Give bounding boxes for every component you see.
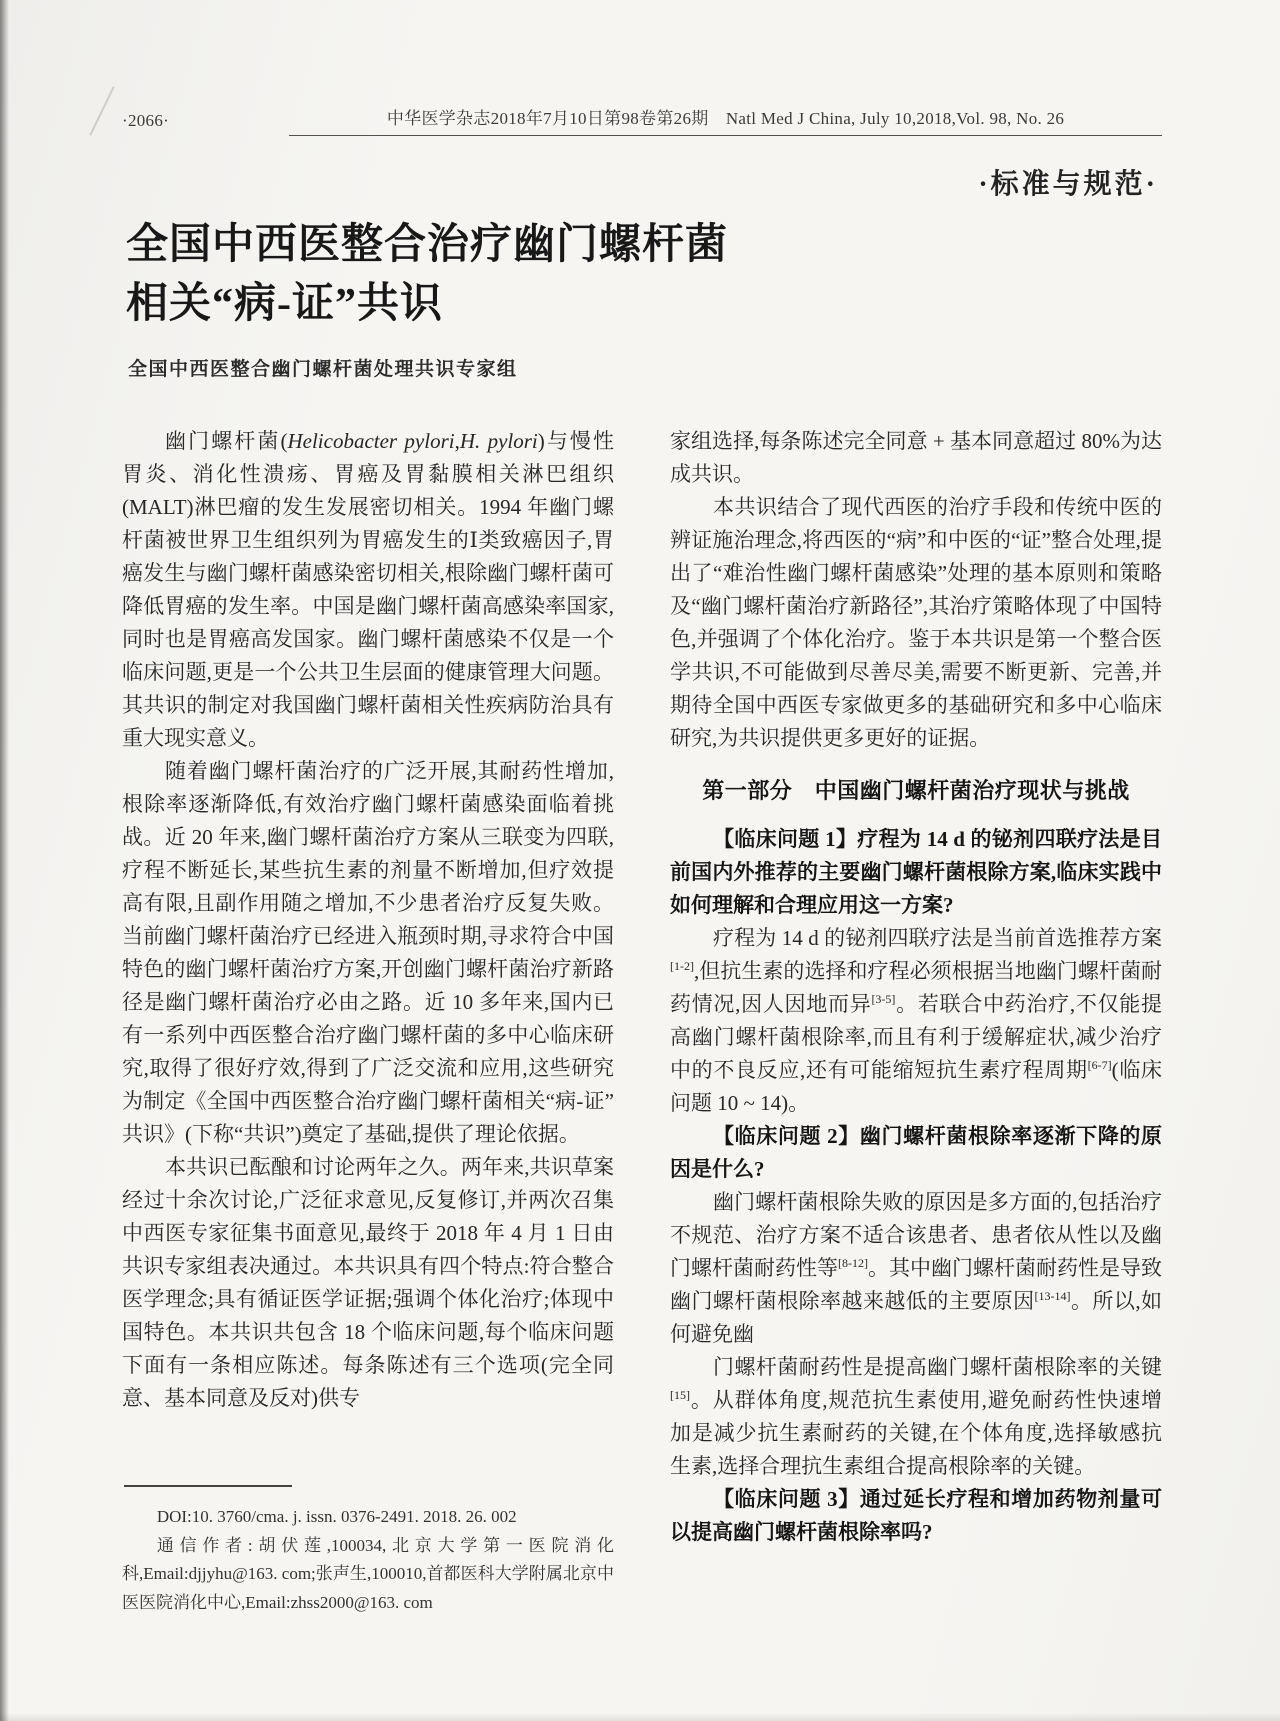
two-column-body: [122, 425, 1162, 1677]
doi-line: DOI:10. 3760/cma. j. issn. 0376-2491. 2018. 26. 002: [156, 1507, 517, 1526]
author-byline: 全国中西医整合幽门螺杆菌处理共识专家组: [128, 359, 518, 380]
section-label: ·标准与规范·: [978, 169, 1158, 200]
article-title-line-1: 全国中西医整合治疗幽门螺杆菌: [126, 222, 729, 268]
correspondence-line: 通信作者:胡伏莲,100034,北京大学第一医院消化科,Email:djjyhu@163. com;张声生,100010,首都医科大学附属北京中医医院消化中心,Email:zhss2000@163. com: [122, 1535, 614, 1612]
footnote: [122, 1485, 614, 1677]
right-column: [670, 425, 1162, 1677]
article-title: [126, 216, 1162, 334]
scan-artifact: [89, 86, 114, 135]
journal-citation: 中华医学杂志2018年7月10日第98卷第26期 Natl Med J China, July 10,2018,Vol. 98, No. 26: [289, 104, 1162, 136]
paragraph-consensus-process: 本共识已酝酿和讨论两年之久。两年来,共识草案经过十余次讨论,广泛征求意见,反复修订,并两次召集中西医专家征集书面意见,最终于 2018 年 4 月 1 日由共识专家组表决通过。本共识具有四个特点:符合整合医学理念;具有循证医学证据;强调个体化治疗;体现中国特色。本共识共包含 18 个临床问题,每个临床问题下面有一条相应陈述。每条陈述有三个选项(完全同意、基本同意及反对)供专: [122, 1155, 614, 1410]
page-number: ·2066·: [122, 111, 170, 130]
article-title-line-2: 相关“病-证”共识: [126, 281, 443, 327]
footnote-divider: [124, 1485, 292, 1487]
paragraph-hp-introduction: 幽门螺杆菌(Helicobacter pylori,H. pylori)与慢性胃炎、消化性溃疡、胃癌及胃黏膜相关淋巴组织(MALT)淋巴瘤的发生发展密切相关。1994 年幽门螺杆菌被世界卫生组织列为胃癌发生的Ⅰ类致癌因子,胃癌发生与幽门螺杆菌感染密切相关,根除幽门螺杆菌可降低胃癌的发生率。中国是幽门螺杆菌高感染率国家,同时也是胃癌高发国家。幽门螺杆菌感染不仅是一个临床问题,更是一个公共卫生层面的健康管理大问题。其共识的制定对我国幽门螺杆菌相关性疾病防治具有重大现实意义。: [122, 429, 615, 750]
clinical-question-2: 【临床问题 2】幽门螺杆菌根除率逐渐下降的原因是什么?: [670, 1124, 1162, 1181]
paragraph-consensus-continued: 家组选择,每条陈述完全同意 + 基本同意超过 80%为达成共识。: [670, 429, 1162, 486]
answer-1: 疗程为 14 d 的铋剂四联疗法是当前首选推荐方案[1-2],但抗生素的选择和疗程必须根据当地幽门螺杆菌耐药情况,因人因地而异[3-5]。若联合中药治疗,不仅能提高幽门螺杆菌根除率,而且有利于缓解症状,减少治疗中的不良反应,还有可能缩短抗生素疗程周期[6-7](临床问题 10 ~ 14)。: [670, 926, 1163, 1115]
part-1-heading: 第一部分 中国幽门螺杆菌治疗现状与挑战: [702, 778, 1130, 803]
paragraph-treatment-background: 随着幽门螺杆菌治疗的广泛开展,其耐药性增加,根除率逐渐降低,有效治疗幽门螺杆菌感染面临着挑战。近 20 年来,幽门螺杆菌治疗方案从三联变为四联,疗程不断延长,某些抗生素的剂量不断增加,但疗效提高有限,且副作用随之增加,不少患者治疗反复失败。当前幽门螺杆菌治疗已经进入瓶颈时期,寻求符合中国特色的幽门螺杆菌治疗方案,开创幽门螺杆菌治疗新路径是幽门螺杆菌治疗必由之路。近 10 多年来,国内已有一系列中西医整合治疗幽门螺杆菌的多中心临床研究,取得了很好疗效,得到了广泛交流和应用,这些研究为制定《全国中西医整合治疗幽门螺杆菌相关“病-证”共识》(下称“共识”)奠定了基础,提供了理论依据。: [122, 759, 614, 1146]
page-header: [122, 104, 1162, 136]
answer-2-part-b: 门螺杆菌耐药性是提高幽门螺杆菌根除率的关键[15]。从群体角度,规范抗生素使用,避免耐药性快速增加是减少抗生素耐药的关键,在个体角度,选择敏感抗生素,选择合理抗生素组合提高根除率的关键。: [670, 1355, 1162, 1478]
answer-2-part-a: 幽门螺杆菌根除失败的原因是多方面的,包括治疗不规范、治疗方案不适合该患者、患者依从性以及幽门螺杆菌耐药性等[8-12]。其中幽门螺杆菌耐药性是导致幽门螺杆菌根除率越来越低的主要原因[13-14]。所以,如何避免幽: [670, 1190, 1163, 1346]
left-column: [122, 425, 614, 1677]
paragraph-integration-principles: 本共识结合了现代西医的治疗手段和传统中医的辨证施治理念,将西医的“病”和中医的“证”整合处理,提出了“难治性幽门螺杆菌感染”处理的基本原则和策略及“幽门螺杆菌治疗新路径”,其治疗策略体现了中国特色,并强调了个体化治疗。鉴于本共识是第一个整合医学共识,不可能做到尽善尽美,需要不断更新、完善,并期待全国中西医专家做更多的基础研究和多中心临床研究,为共识提供更多更好的证据。: [670, 495, 1162, 750]
clinical-question-3: 【临床问题 3】通过延长疗程和增加药物剂量可以提高幽门螺杆菌根除率吗?: [670, 1487, 1162, 1544]
clinical-question-1: 【临床问题 1】疗程为 14 d 的铋剂四联疗法是目前国内外推荐的主要幽门螺杆菌根除方案,临床实践中如何理解和合理应用这一方案?: [670, 827, 1162, 917]
